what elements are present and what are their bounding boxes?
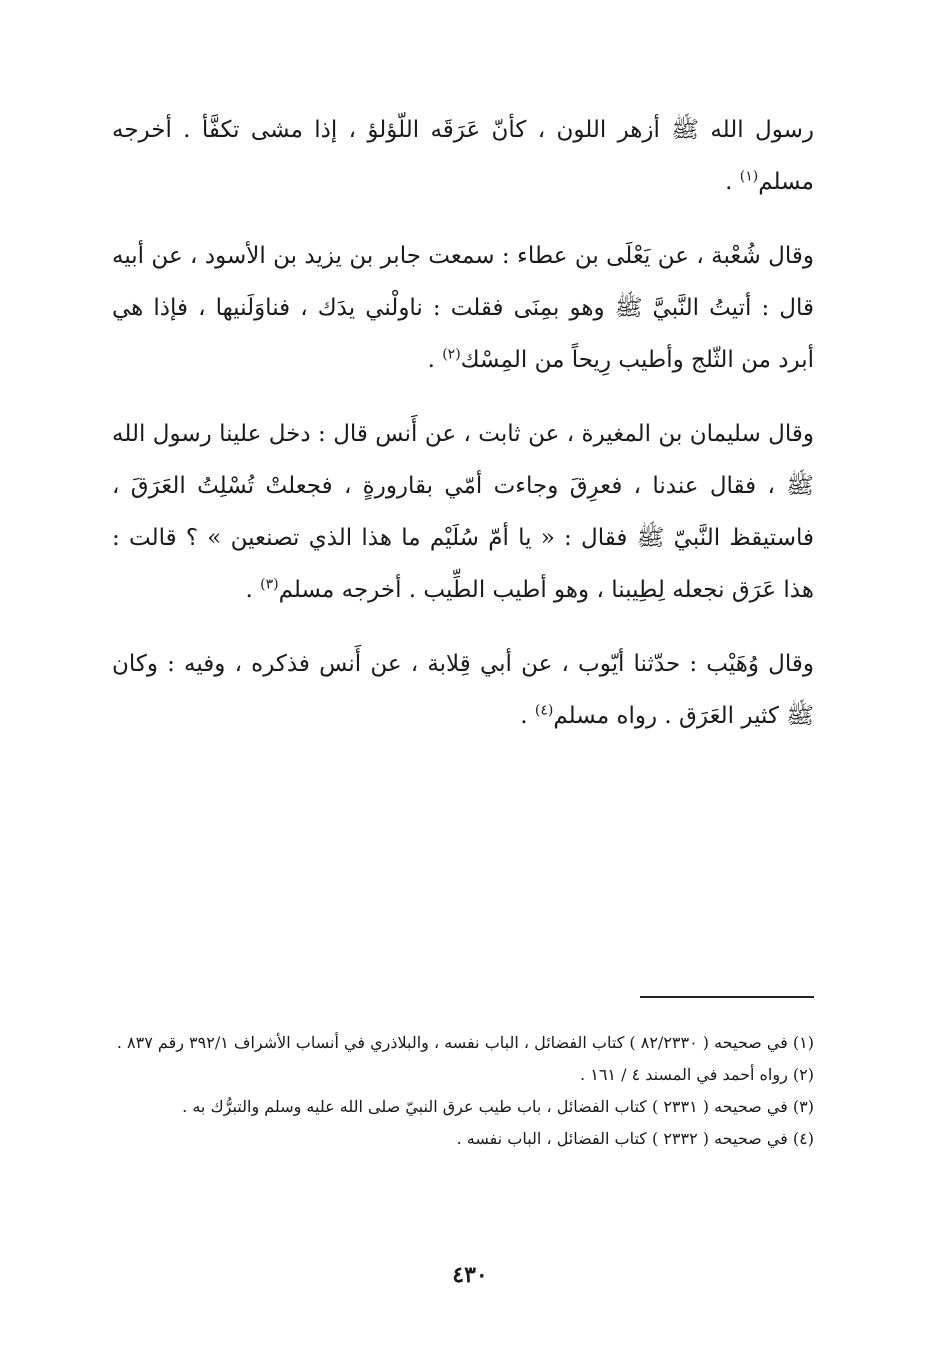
paragraph-3 [112,408,814,616]
footnote-4: (٤) في صحيحه ( ٢٣٣٢ ) كتاب الفضائل ، الباب نفسه . [456,1129,814,1148]
paragraph-4-tail: . [520,703,535,729]
footnote-2: (٢) رواه أحمد في المسند ٤ / ١٦١ . [580,1065,814,1084]
footnote-1: (١) في صحيحه ( ٨٢/٢٣٣٠ ) كتاب الفضائل ، الباب نفسه ، والبلاذري في أنساب الأشراف ٣٩٢/١ رقم ٨٣٧ . [116,1033,814,1052]
paragraph-1-text: رسول الله ﷺ أزهر اللون ، كأنّ عَرَقَه اللّؤلؤ ، إذا مشى تكفَّأ . أخرجه مسلم [112,117,814,195]
paragraph-2-text: وقال شُعْبة ، عن يَعْلَى بن عطاء : سمعت جابر بن يزيد بن الأسود ، عن أبيه قال : أتيتُ النَّبيَّ ﷺ وهو بمِنَى فقلت : ناولْني يدَك ، فناوَلَنيها ، فإذا هي أبرد من الثّلج وأطيب رِيحاً من المِسْك [112,243,814,373]
paragraph-4-text: وقال وُهَيْب : حدّثنا أيّوب ، عن أبي قِلابة ، عن أَنس فذكره ، وفيه : وكان ﷺ كثير العَرَق . رواه مسلم [112,651,814,729]
footnote-3: (٣) في صحيحه ( ٢٣٣١ ) كتاب الفضائل ، باب طيب عرق النبيّ صلى الله عليه وسلم والتبرُّك به . [182,1097,814,1116]
footnote-ref-4[interactable]: (٤) [534,702,554,719]
page-number: ٤٣٠ [452,1262,488,1288]
paragraph-1-tail: . [725,169,740,195]
paragraph-2-tail: . [427,347,443,373]
paragraph-3-tail: . [245,577,261,603]
footnotes [112,1030,814,1158]
paragraph-4 [112,638,814,742]
footnote-ref-1[interactable]: (١) [739,168,759,185]
footnote-separator [640,996,814,998]
footnote-ref-3[interactable]: (٣) [260,576,279,593]
paragraph-3-text: وقال سليمان بن المغيرة ، عن ثابت ، عن أَنس قال : دخل علينا رسول الله ﷺ ، فقال عندنا ، فعرِقَ وجاءت أمّي بقارورةٍ ، فجعلتْ تُسْلِتُ العَرَقَ ، فاستيقظ النَّبيّ ﷺ فقال : « يا أمّ سُلَيْم ما هذا الذي تصنعين » ؟ قالت : هذا عَرَق نجعله لِطِيبنا ، وهو أطيب الطِّيب . أخرجه مسلم [112,421,814,603]
main-text [112,104,814,764]
paragraph-1 [112,104,814,208]
paragraph-2 [112,230,814,386]
footnote-ref-2[interactable]: (٢) [442,346,461,363]
